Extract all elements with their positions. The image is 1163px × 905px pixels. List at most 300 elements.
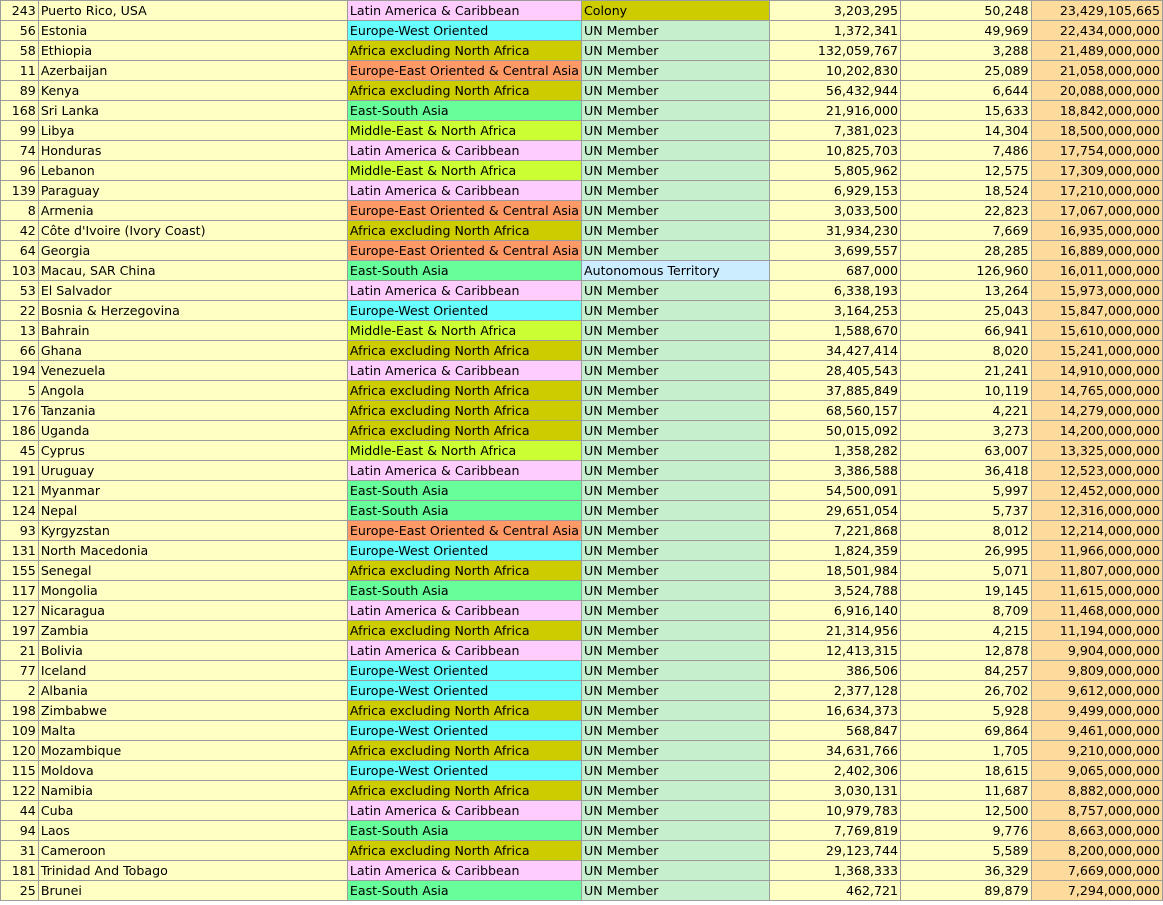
population-cell[interactable]: 3,699,557 xyxy=(770,241,901,261)
country-cell[interactable]: Ethiopia xyxy=(38,41,347,61)
status-cell[interactable]: UN Member xyxy=(582,861,770,881)
population-cell[interactable]: 3,033,500 xyxy=(770,201,901,221)
population-cell[interactable]: 31,934,230 xyxy=(770,221,901,241)
rank-cell[interactable]: 168 xyxy=(1,101,39,121)
rank-cell[interactable]: 53 xyxy=(1,281,39,301)
region-cell[interactable]: Europe-West Oriented xyxy=(347,721,581,741)
population-cell[interactable]: 462,721 xyxy=(770,881,901,901)
gdp-cell[interactable]: 7,294,000,000 xyxy=(1031,881,1163,901)
gdp-per-capita-cell[interactable]: 18,524 xyxy=(901,181,1031,201)
status-cell[interactable]: UN Member xyxy=(582,441,770,461)
population-cell[interactable]: 29,651,054 xyxy=(770,501,901,521)
country-cell[interactable]: Uganda xyxy=(38,421,347,441)
country-cell[interactable]: Paraguay xyxy=(38,181,347,201)
gdp-per-capita-cell[interactable]: 13,264 xyxy=(901,281,1031,301)
status-cell[interactable]: UN Member xyxy=(582,21,770,41)
gdp-per-capita-cell[interactable]: 8,020 xyxy=(901,341,1031,361)
region-cell[interactable]: Latin America & Caribbean xyxy=(347,181,581,201)
gdp-per-capita-cell[interactable]: 66,941 xyxy=(901,321,1031,341)
gdp-per-capita-cell[interactable]: 9,776 xyxy=(901,821,1031,841)
gdp-cell[interactable]: 12,523,000,000 xyxy=(1031,461,1163,481)
status-cell[interactable]: UN Member xyxy=(582,41,770,61)
region-cell[interactable]: Europe-West Oriented xyxy=(347,21,581,41)
rank-cell[interactable]: 121 xyxy=(1,481,39,501)
rank-cell[interactable]: 25 xyxy=(1,881,39,901)
country-cell[interactable]: Mozambique xyxy=(38,741,347,761)
region-cell[interactable]: Latin America & Caribbean xyxy=(347,461,581,481)
gdp-per-capita-cell[interactable]: 5,589 xyxy=(901,841,1031,861)
gdp-cell[interactable]: 8,663,000,000 xyxy=(1031,821,1163,841)
population-cell[interactable]: 3,030,131 xyxy=(770,781,901,801)
status-cell[interactable]: UN Member xyxy=(582,361,770,381)
country-cell[interactable]: El Salvador xyxy=(38,281,347,301)
region-cell[interactable]: Middle-East & North Africa xyxy=(347,321,581,341)
gdp-per-capita-cell[interactable]: 26,702 xyxy=(901,681,1031,701)
country-cell[interactable]: Kyrgyzstan xyxy=(38,521,347,541)
population-cell[interactable]: 6,916,140 xyxy=(770,601,901,621)
population-cell[interactable]: 3,524,788 xyxy=(770,581,901,601)
status-cell[interactable]: UN Member xyxy=(582,601,770,621)
rank-cell[interactable]: 198 xyxy=(1,701,39,721)
status-cell[interactable]: UN Member xyxy=(582,81,770,101)
status-cell[interactable]: UN Member xyxy=(582,201,770,221)
region-cell[interactable]: Europe-West Oriented xyxy=(347,661,581,681)
gdp-per-capita-cell[interactable]: 8,012 xyxy=(901,521,1031,541)
rank-cell[interactable]: 5 xyxy=(1,381,39,401)
rank-cell[interactable]: 93 xyxy=(1,521,39,541)
region-cell[interactable]: Africa excluding North Africa xyxy=(347,341,581,361)
rank-cell[interactable]: 22 xyxy=(1,301,39,321)
rank-cell[interactable]: 89 xyxy=(1,81,39,101)
status-cell[interactable]: UN Member xyxy=(582,101,770,121)
status-cell[interactable]: UN Member xyxy=(582,521,770,541)
rank-cell[interactable]: 243 xyxy=(1,1,39,21)
rank-cell[interactable]: 197 xyxy=(1,621,39,641)
country-cell[interactable]: Armenia xyxy=(38,201,347,221)
gdp-cell[interactable]: 8,757,000,000 xyxy=(1031,801,1163,821)
region-cell[interactable]: Africa excluding North Africa xyxy=(347,401,581,421)
country-cell[interactable]: Moldova xyxy=(38,761,347,781)
gdp-cell[interactable]: 9,809,000,000 xyxy=(1031,661,1163,681)
status-cell[interactable]: UN Member xyxy=(582,661,770,681)
population-cell[interactable]: 1,824,359 xyxy=(770,541,901,561)
gdp-per-capita-cell[interactable]: 49,969 xyxy=(901,21,1031,41)
region-cell[interactable]: Middle-East & North Africa xyxy=(347,161,581,181)
population-cell[interactable]: 7,769,819 xyxy=(770,821,901,841)
gdp-cell[interactable]: 9,210,000,000 xyxy=(1031,741,1163,761)
population-cell[interactable]: 7,221,868 xyxy=(770,521,901,541)
region-cell[interactable]: Europe-West Oriented xyxy=(347,301,581,321)
country-cell[interactable]: Uruguay xyxy=(38,461,347,481)
gdp-per-capita-cell[interactable]: 22,823 xyxy=(901,201,1031,221)
population-cell[interactable]: 1,372,341 xyxy=(770,21,901,41)
gdp-cell[interactable]: 9,612,000,000 xyxy=(1031,681,1163,701)
rank-cell[interactable]: 21 xyxy=(1,641,39,661)
country-cell[interactable]: Venezuela xyxy=(38,361,347,381)
status-cell[interactable]: UN Member xyxy=(582,881,770,901)
gdp-cell[interactable]: 18,500,000,000 xyxy=(1031,121,1163,141)
region-cell[interactable]: Europe-West Oriented xyxy=(347,761,581,781)
population-cell[interactable]: 16,634,373 xyxy=(770,701,901,721)
region-cell[interactable]: Latin America & Caribbean xyxy=(347,601,581,621)
population-cell[interactable]: 37,885,849 xyxy=(770,381,901,401)
population-cell[interactable]: 21,314,956 xyxy=(770,621,901,641)
rank-cell[interactable]: 120 xyxy=(1,741,39,761)
region-cell[interactable]: Latin America & Caribbean xyxy=(347,361,581,381)
gdp-per-capita-cell[interactable]: 18,615 xyxy=(901,761,1031,781)
population-cell[interactable]: 3,386,588 xyxy=(770,461,901,481)
region-cell[interactable]: Africa excluding North Africa xyxy=(347,781,581,801)
rank-cell[interactable]: 44 xyxy=(1,801,39,821)
rank-cell[interactable]: 191 xyxy=(1,461,39,481)
region-cell[interactable]: Europe-East Oriented & Central Asia xyxy=(347,61,581,81)
region-cell[interactable]: Europe-East Oriented & Central Asia xyxy=(347,201,581,221)
status-cell[interactable]: UN Member xyxy=(582,381,770,401)
status-cell[interactable]: UN Member xyxy=(582,301,770,321)
country-cell[interactable]: Trinidad And Tobago xyxy=(38,861,347,881)
population-cell[interactable]: 3,164,253 xyxy=(770,301,901,321)
gdp-per-capita-cell[interactable]: 63,007 xyxy=(901,441,1031,461)
status-cell[interactable]: Autonomous Territory xyxy=(582,261,770,281)
status-cell[interactable]: UN Member xyxy=(582,841,770,861)
rank-cell[interactable]: 131 xyxy=(1,541,39,561)
country-cell[interactable]: Zimbabwe xyxy=(38,701,347,721)
gdp-cell[interactable]: 11,807,000,000 xyxy=(1031,561,1163,581)
country-cell[interactable]: Cyprus xyxy=(38,441,347,461)
population-cell[interactable]: 1,368,333 xyxy=(770,861,901,881)
population-cell[interactable]: 1,358,282 xyxy=(770,441,901,461)
region-cell[interactable]: Middle-East & North Africa xyxy=(347,441,581,461)
rank-cell[interactable]: 181 xyxy=(1,861,39,881)
population-cell[interactable]: 28,405,543 xyxy=(770,361,901,381)
region-cell[interactable]: Latin America & Caribbean xyxy=(347,1,581,21)
rank-cell[interactable]: 186 xyxy=(1,421,39,441)
country-cell[interactable]: Bolivia xyxy=(38,641,347,661)
population-cell[interactable]: 10,825,703 xyxy=(770,141,901,161)
gdp-cell[interactable]: 14,910,000,000 xyxy=(1031,361,1163,381)
country-cell[interactable]: North Macedonia xyxy=(38,541,347,561)
status-cell[interactable]: UN Member xyxy=(582,801,770,821)
population-cell[interactable]: 2,377,128 xyxy=(770,681,901,701)
country-cell[interactable]: Bahrain xyxy=(38,321,347,341)
status-cell[interactable]: UN Member xyxy=(582,281,770,301)
status-cell[interactable]: UN Member xyxy=(582,401,770,421)
population-cell[interactable]: 12,413,315 xyxy=(770,641,901,661)
gdp-cell[interactable]: 9,461,000,000 xyxy=(1031,721,1163,741)
region-cell[interactable]: East-South Asia xyxy=(347,581,581,601)
status-cell[interactable]: UN Member xyxy=(582,461,770,481)
status-cell[interactable]: UN Member xyxy=(582,121,770,141)
population-cell[interactable]: 568,847 xyxy=(770,721,901,741)
country-cell[interactable]: Azerbaijan xyxy=(38,61,347,81)
gdp-per-capita-cell[interactable]: 7,669 xyxy=(901,221,1031,241)
population-cell[interactable]: 132,059,767 xyxy=(770,41,901,61)
region-cell[interactable]: Latin America & Caribbean xyxy=(347,141,581,161)
gdp-per-capita-cell[interactable]: 7,486 xyxy=(901,141,1031,161)
population-cell[interactable]: 54,500,091 xyxy=(770,481,901,501)
gdp-cell[interactable]: 17,754,000,000 xyxy=(1031,141,1163,161)
gdp-cell[interactable]: 12,316,000,000 xyxy=(1031,501,1163,521)
gdp-cell[interactable]: 8,200,000,000 xyxy=(1031,841,1163,861)
gdp-per-capita-cell[interactable]: 10,119 xyxy=(901,381,1031,401)
status-cell[interactable]: UN Member xyxy=(582,581,770,601)
country-cell[interactable]: Mongolia xyxy=(38,581,347,601)
gdp-cell[interactable]: 15,847,000,000 xyxy=(1031,301,1163,321)
rank-cell[interactable]: 45 xyxy=(1,441,39,461)
population-cell[interactable]: 29,123,744 xyxy=(770,841,901,861)
rank-cell[interactable]: 94 xyxy=(1,821,39,841)
gdp-per-capita-cell[interactable]: 15,633 xyxy=(901,101,1031,121)
region-cell[interactable]: Europe-West Oriented xyxy=(347,541,581,561)
gdp-cell[interactable]: 9,904,000,000 xyxy=(1031,641,1163,661)
gdp-cell[interactable]: 13,325,000,000 xyxy=(1031,441,1163,461)
rank-cell[interactable]: 13 xyxy=(1,321,39,341)
region-cell[interactable]: Africa excluding North Africa xyxy=(347,561,581,581)
status-cell[interactable]: UN Member xyxy=(582,501,770,521)
status-cell[interactable]: UN Member xyxy=(582,161,770,181)
gdp-cell[interactable]: 20,088,000,000 xyxy=(1031,81,1163,101)
population-cell[interactable]: 6,338,193 xyxy=(770,281,901,301)
region-cell[interactable]: Europe-East Oriented & Central Asia xyxy=(347,521,581,541)
rank-cell[interactable]: 124 xyxy=(1,501,39,521)
gdp-per-capita-cell[interactable]: 3,288 xyxy=(901,41,1031,61)
rank-cell[interactable]: 115 xyxy=(1,761,39,781)
country-cell[interactable]: Puerto Rico, USA xyxy=(38,1,347,21)
country-cell[interactable]: Sri Lanka xyxy=(38,101,347,121)
rank-cell[interactable]: 96 xyxy=(1,161,39,181)
country-cell[interactable]: Iceland xyxy=(38,661,347,681)
region-cell[interactable]: Africa excluding North Africa xyxy=(347,741,581,761)
population-cell[interactable]: 687,000 xyxy=(770,261,901,281)
gdp-per-capita-cell[interactable]: 69,864 xyxy=(901,721,1031,741)
region-cell[interactable]: Africa excluding North Africa xyxy=(347,421,581,441)
gdp-cell[interactable]: 15,973,000,000 xyxy=(1031,281,1163,301)
status-cell[interactable]: UN Member xyxy=(582,701,770,721)
status-cell[interactable]: UN Member xyxy=(582,761,770,781)
country-cell[interactable]: Cameroon xyxy=(38,841,347,861)
rank-cell[interactable]: 117 xyxy=(1,581,39,601)
country-cell[interactable]: Brunei xyxy=(38,881,347,901)
region-cell[interactable]: Africa excluding North Africa xyxy=(347,81,581,101)
region-cell[interactable]: East-South Asia xyxy=(347,501,581,521)
region-cell[interactable]: East-South Asia xyxy=(347,481,581,501)
gdp-cell[interactable]: 11,468,000,000 xyxy=(1031,601,1163,621)
status-cell[interactable]: UN Member xyxy=(582,241,770,261)
gdp-cell[interactable]: 11,615,000,000 xyxy=(1031,581,1163,601)
gdp-per-capita-cell[interactable]: 4,221 xyxy=(901,401,1031,421)
rank-cell[interactable]: 103 xyxy=(1,261,39,281)
region-cell[interactable]: Europe-West Oriented xyxy=(347,681,581,701)
population-cell[interactable]: 34,631,766 xyxy=(770,741,901,761)
gdp-cell[interactable]: 16,011,000,000 xyxy=(1031,261,1163,281)
region-cell[interactable]: Africa excluding North Africa xyxy=(347,701,581,721)
population-cell[interactable]: 50,015,092 xyxy=(770,421,901,441)
country-cell[interactable]: Kenya xyxy=(38,81,347,101)
rank-cell[interactable]: 11 xyxy=(1,61,39,81)
rank-cell[interactable]: 74 xyxy=(1,141,39,161)
gdp-cell[interactable]: 11,966,000,000 xyxy=(1031,541,1163,561)
population-cell[interactable]: 56,432,944 xyxy=(770,81,901,101)
country-cell[interactable]: Nicaragua xyxy=(38,601,347,621)
gdp-cell[interactable]: 17,067,000,000 xyxy=(1031,201,1163,221)
population-cell[interactable]: 18,501,984 xyxy=(770,561,901,581)
gdp-cell[interactable]: 14,279,000,000 xyxy=(1031,401,1163,421)
population-cell[interactable]: 6,929,153 xyxy=(770,181,901,201)
status-cell[interactable]: UN Member xyxy=(582,481,770,501)
gdp-per-capita-cell[interactable]: 3,273 xyxy=(901,421,1031,441)
rank-cell[interactable]: 56 xyxy=(1,21,39,41)
gdp-per-capita-cell[interactable]: 5,997 xyxy=(901,481,1031,501)
gdp-cell[interactable]: 21,058,000,000 xyxy=(1031,61,1163,81)
country-cell[interactable]: Zambia xyxy=(38,621,347,641)
rank-cell[interactable]: 8 xyxy=(1,201,39,221)
gdp-per-capita-cell[interactable]: 12,500 xyxy=(901,801,1031,821)
rank-cell[interactable]: 139 xyxy=(1,181,39,201)
rank-cell[interactable]: 127 xyxy=(1,601,39,621)
gdp-cell[interactable]: 8,882,000,000 xyxy=(1031,781,1163,801)
gdp-per-capita-cell[interactable]: 36,329 xyxy=(901,861,1031,881)
rank-cell[interactable]: 64 xyxy=(1,241,39,261)
gdp-per-capita-cell[interactable]: 4,215 xyxy=(901,621,1031,641)
country-cell[interactable]: Libya xyxy=(38,121,347,141)
status-cell[interactable]: UN Member xyxy=(582,181,770,201)
gdp-cell[interactable]: 12,214,000,000 xyxy=(1031,521,1163,541)
gdp-cell[interactable]: 17,309,000,000 xyxy=(1031,161,1163,181)
rank-cell[interactable]: 155 xyxy=(1,561,39,581)
gdp-cell[interactable]: 21,489,000,000 xyxy=(1031,41,1163,61)
gdp-per-capita-cell[interactable]: 21,241 xyxy=(901,361,1031,381)
region-cell[interactable]: East-South Asia xyxy=(347,881,581,901)
gdp-cell[interactable]: 16,889,000,000 xyxy=(1031,241,1163,261)
rank-cell[interactable]: 42 xyxy=(1,221,39,241)
population-cell[interactable]: 1,588,670 xyxy=(770,321,901,341)
gdp-per-capita-cell[interactable]: 5,071 xyxy=(901,561,1031,581)
gdp-cell[interactable]: 15,241,000,000 xyxy=(1031,341,1163,361)
country-cell[interactable]: Ghana xyxy=(38,341,347,361)
population-cell[interactable]: 5,805,962 xyxy=(770,161,901,181)
gdp-per-capita-cell[interactable]: 19,145 xyxy=(901,581,1031,601)
region-cell[interactable]: Africa excluding North Africa xyxy=(347,221,581,241)
country-cell[interactable]: Côte d'Ivoire (Ivory Coast) xyxy=(38,221,347,241)
gdp-per-capita-cell[interactable]: 126,960 xyxy=(901,261,1031,281)
rank-cell[interactable]: 66 xyxy=(1,341,39,361)
country-cell[interactable]: Laos xyxy=(38,821,347,841)
gdp-per-capita-cell[interactable]: 11,687 xyxy=(901,781,1031,801)
status-cell[interactable]: UN Member xyxy=(582,61,770,81)
gdp-per-capita-cell[interactable]: 6,644 xyxy=(901,81,1031,101)
country-cell[interactable]: Namibia xyxy=(38,781,347,801)
status-cell[interactable]: UN Member xyxy=(582,781,770,801)
rank-cell[interactable]: 194 xyxy=(1,361,39,381)
region-cell[interactable]: Latin America & Caribbean xyxy=(347,861,581,881)
gdp-per-capita-cell[interactable]: 50,248 xyxy=(901,1,1031,21)
gdp-per-capita-cell[interactable]: 84,257 xyxy=(901,661,1031,681)
gdp-cell[interactable]: 15,610,000,000 xyxy=(1031,321,1163,341)
population-cell[interactable]: 7,381,023 xyxy=(770,121,901,141)
country-cell[interactable]: Georgia xyxy=(38,241,347,261)
status-cell[interactable]: UN Member xyxy=(582,221,770,241)
gdp-per-capita-cell[interactable]: 36,418 xyxy=(901,461,1031,481)
country-cell[interactable]: Tanzania xyxy=(38,401,347,421)
gdp-per-capita-cell[interactable]: 1,705 xyxy=(901,741,1031,761)
rank-cell[interactable]: 31 xyxy=(1,841,39,861)
country-cell[interactable]: Bosnia & Herzegovina xyxy=(38,301,347,321)
gdp-cell[interactable]: 22,434,000,000 xyxy=(1031,21,1163,41)
gdp-cell[interactable]: 23,429,105,665 xyxy=(1031,1,1163,21)
status-cell[interactable]: UN Member xyxy=(582,741,770,761)
status-cell[interactable]: UN Member xyxy=(582,641,770,661)
population-cell[interactable]: 10,979,783 xyxy=(770,801,901,821)
rank-cell[interactable]: 109 xyxy=(1,721,39,741)
region-cell[interactable]: East-South Asia xyxy=(347,821,581,841)
region-cell[interactable]: Africa excluding North Africa xyxy=(347,381,581,401)
region-cell[interactable]: East-South Asia xyxy=(347,101,581,121)
status-cell[interactable]: UN Member xyxy=(582,721,770,741)
status-cell[interactable]: UN Member xyxy=(582,341,770,361)
population-cell[interactable]: 2,402,306 xyxy=(770,761,901,781)
gdp-cell[interactable]: 9,065,000,000 xyxy=(1031,761,1163,781)
rank-cell[interactable]: 77 xyxy=(1,661,39,681)
gdp-per-capita-cell[interactable]: 12,878 xyxy=(901,641,1031,661)
status-cell[interactable]: UN Member xyxy=(582,141,770,161)
population-cell[interactable]: 68,560,157 xyxy=(770,401,901,421)
population-cell[interactable]: 386,506 xyxy=(770,661,901,681)
region-cell[interactable]: Africa excluding North Africa xyxy=(347,41,581,61)
region-cell[interactable]: Europe-East Oriented & Central Asia xyxy=(347,241,581,261)
country-cell[interactable]: Estonia xyxy=(38,21,347,41)
gdp-cell[interactable]: 16,935,000,000 xyxy=(1031,221,1163,241)
population-cell[interactable]: 34,427,414 xyxy=(770,341,901,361)
gdp-per-capita-cell[interactable]: 5,737 xyxy=(901,501,1031,521)
gdp-per-capita-cell[interactable]: 28,285 xyxy=(901,241,1031,261)
status-cell[interactable]: UN Member xyxy=(582,621,770,641)
population-cell[interactable]: 10,202,830 xyxy=(770,61,901,81)
status-cell[interactable]: UN Member xyxy=(582,321,770,341)
rank-cell[interactable]: 2 xyxy=(1,681,39,701)
country-cell[interactable]: Honduras xyxy=(38,141,347,161)
region-cell[interactable]: Middle-East & North Africa xyxy=(347,121,581,141)
country-cell[interactable]: Albania xyxy=(38,681,347,701)
gdp-cell[interactable]: 11,194,000,000 xyxy=(1031,621,1163,641)
region-cell[interactable]: Latin America & Caribbean xyxy=(347,281,581,301)
country-cell[interactable]: Angola xyxy=(38,381,347,401)
status-cell[interactable]: UN Member xyxy=(582,681,770,701)
gdp-cell[interactable]: 9,499,000,000 xyxy=(1031,701,1163,721)
status-cell[interactable]: UN Member xyxy=(582,821,770,841)
status-cell[interactable]: UN Member xyxy=(582,561,770,581)
region-cell[interactable]: Latin America & Caribbean xyxy=(347,641,581,661)
rank-cell[interactable]: 99 xyxy=(1,121,39,141)
country-cell[interactable]: Macau, SAR China xyxy=(38,261,347,281)
gdp-per-capita-cell[interactable]: 8,709 xyxy=(901,601,1031,621)
region-cell[interactable]: Latin America & Caribbean xyxy=(347,801,581,821)
gdp-per-capita-cell[interactable]: 25,043 xyxy=(901,301,1031,321)
region-cell[interactable]: Africa excluding North Africa xyxy=(347,841,581,861)
status-cell[interactable]: UN Member xyxy=(582,421,770,441)
gdp-cell[interactable]: 12,452,000,000 xyxy=(1031,481,1163,501)
rank-cell[interactable]: 176 xyxy=(1,401,39,421)
gdp-cell[interactable]: 14,200,000,000 xyxy=(1031,421,1163,441)
region-cell[interactable]: East-South Asia xyxy=(347,261,581,281)
population-cell[interactable]: 3,203,295 xyxy=(770,1,901,21)
gdp-cell[interactable]: 7,669,000,000 xyxy=(1031,861,1163,881)
gdp-cell[interactable]: 14,765,000,000 xyxy=(1031,381,1163,401)
status-cell[interactable]: Colony xyxy=(582,1,770,21)
gdp-per-capita-cell[interactable]: 14,304 xyxy=(901,121,1031,141)
country-cell[interactable]: Nepal xyxy=(38,501,347,521)
gdp-cell[interactable]: 18,842,000,000 xyxy=(1031,101,1163,121)
region-cell[interactable]: Africa excluding North Africa xyxy=(347,621,581,641)
